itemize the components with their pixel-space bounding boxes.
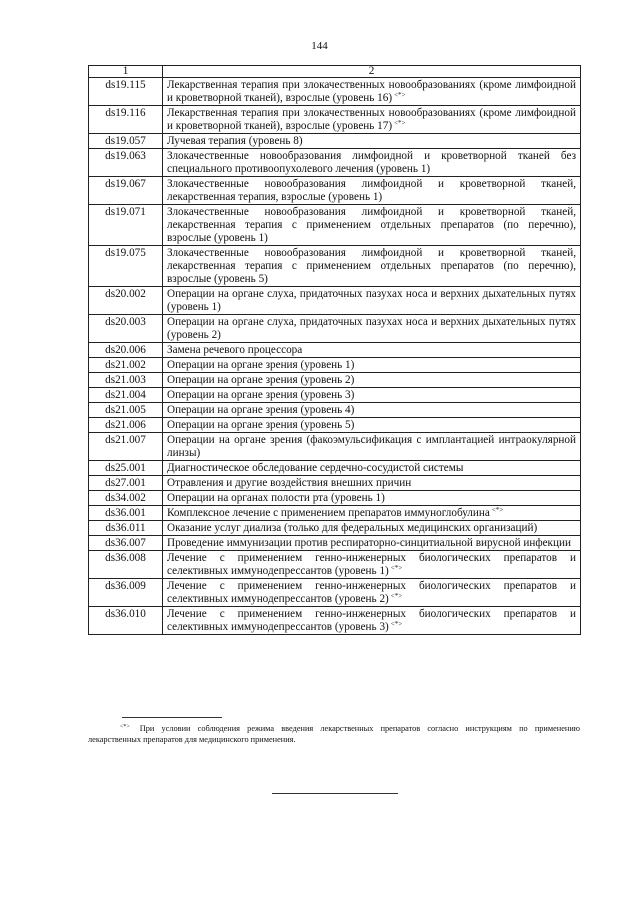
- row-description-cell: [163, 403, 581, 418]
- table-row: [89, 476, 581, 491]
- row-code: ds19.116: [89, 106, 163, 134]
- row-code: ds19.115: [89, 78, 163, 106]
- row-code: ds21.006: [89, 418, 163, 433]
- row-description: Комплексное лечение с применением препаратов иммуноглобулина: [167, 507, 490, 519]
- row-description: Лекарственная терапия при злокачественных новообразованиях (кроме лимфоидной и кроветворной тканей), взрослые (уровень 17): [167, 107, 576, 132]
- table-row: [89, 418, 581, 433]
- row-description: Злокачественные новообразования лимфоидной и кроветворной тканей без специального противоопухолевого лечения (уровень 1): [167, 150, 576, 175]
- tariff-table: [88, 65, 581, 635]
- table-row: [89, 551, 581, 579]
- footnote-reference-mark: <*>: [390, 620, 403, 628]
- row-description: Проведение иммунизации против респираторно-синцитиальной вирусной инфекции: [167, 537, 571, 549]
- footnote-text: При условии соблюдения режима введения лекарственных препаратов согласно инструкциям по применению лекарственных препаратов для медицинского применения.: [88, 724, 580, 744]
- row-description-cell: [163, 579, 581, 607]
- row-code: ds36.010: [89, 607, 163, 635]
- row-description-cell: [163, 491, 581, 506]
- row-description-cell: [163, 205, 581, 246]
- table-row: [89, 433, 581, 461]
- row-description: Операции на органе зрения (уровень 3): [167, 389, 355, 401]
- row-code: ds20.006: [89, 343, 163, 358]
- row-code: ds20.003: [89, 315, 163, 343]
- table-row: [89, 149, 581, 177]
- footnote-mark: <*>: [120, 724, 130, 730]
- table-row: [89, 403, 581, 418]
- row-code: ds19.057: [89, 134, 163, 149]
- row-description: Операции на органе зрения (уровень 4): [167, 404, 355, 416]
- row-description-cell: [163, 388, 581, 403]
- table-row: [89, 134, 581, 149]
- table-row: [89, 388, 581, 403]
- row-description: Замена речевого процессора: [167, 344, 303, 356]
- table-row: [89, 373, 581, 388]
- row-description: Лечение с применением генно-инженерных биологических препаратов и селективных иммунодепрессантов (уровень 2): [167, 580, 576, 605]
- table-row: [89, 607, 581, 635]
- row-description-cell: [163, 506, 581, 521]
- footnote-reference-mark: <*>: [390, 564, 403, 572]
- row-description-cell: [163, 343, 581, 358]
- row-description: Лекарственная терапия при злокачественных новообразованиях (кроме лимфоидной и кроветворной тканей), взрослые (уровень 16): [167, 79, 576, 104]
- row-description-cell: [163, 521, 581, 536]
- column-header-name: 2: [163, 66, 581, 78]
- row-description-cell: [163, 287, 581, 315]
- row-description: Отравления и другие воздействия внешних причин: [167, 477, 412, 489]
- row-code: ds34.002: [89, 491, 163, 506]
- row-code: ds36.011: [89, 521, 163, 536]
- footnote: [88, 722, 580, 745]
- row-code: ds25.001: [89, 461, 163, 476]
- page-number: 144: [311, 40, 328, 52]
- row-code: ds19.071: [89, 205, 163, 246]
- row-description: Лучевая терапия (уровень 8): [167, 135, 303, 147]
- row-code: ds21.004: [89, 388, 163, 403]
- table-row: [89, 521, 581, 536]
- table-row: [89, 106, 581, 134]
- table-row: [89, 205, 581, 246]
- table-header-row: [89, 66, 581, 78]
- row-description-cell: [163, 551, 581, 579]
- row-code: ds36.009: [89, 579, 163, 607]
- row-code: ds21.007: [89, 433, 163, 461]
- row-description-cell: [163, 433, 581, 461]
- row-code: ds27.001: [89, 476, 163, 491]
- row-code: ds21.002: [89, 358, 163, 373]
- row-description-cell: [163, 607, 581, 635]
- row-description-cell: [163, 177, 581, 205]
- row-description-cell: [163, 246, 581, 287]
- row-code: ds19.075: [89, 246, 163, 287]
- row-description: Диагностическое обследование сердечно-сосудистой системы: [167, 462, 464, 474]
- row-description: Лечение с применением генно-инженерных биологических препаратов и селективных иммунодепрессантов (уровень 3): [167, 608, 576, 633]
- row-code: ds19.063: [89, 149, 163, 177]
- row-description-cell: [163, 315, 581, 343]
- table-row: [89, 536, 581, 551]
- row-description-cell: [163, 373, 581, 388]
- row-description-cell: [163, 476, 581, 491]
- row-description-cell: [163, 78, 581, 106]
- table-row: [89, 246, 581, 287]
- row-code: ds36.008: [89, 551, 163, 579]
- row-description-cell: [163, 418, 581, 433]
- row-description: Лечение с применением генно-инженерных биологических препаратов и селективных иммунодепрессантов (уровень 1): [167, 552, 576, 577]
- row-description: Операции на органе зрения (уровень 1): [167, 359, 355, 371]
- row-description: Операции на органах полости рта (уровень 1): [167, 492, 385, 504]
- row-code: ds36.007: [89, 536, 163, 551]
- row-description: Злокачественные новообразования лимфоидной и кроветворной тканей, лекарственная терапия, взрослые (уровень 1): [167, 178, 576, 203]
- row-description-cell: [163, 149, 581, 177]
- row-description-cell: [163, 106, 581, 134]
- row-description: Операции на органе зрения (уровень 5): [167, 419, 355, 431]
- row-code: ds21.005: [89, 403, 163, 418]
- table-row: [89, 177, 581, 205]
- row-description-cell: [163, 536, 581, 551]
- row-description-cell: [163, 461, 581, 476]
- row-description: Оказание услуг диализа (только для федеральных медицинских организаций): [167, 522, 538, 534]
- row-code: ds36.001: [89, 506, 163, 521]
- end-divider: [272, 793, 398, 794]
- row-description: Злокачественные новообразования лимфоидной и кроветворной тканей, лекарственная терапия с применением отдельных препаратов (по перечню), взрослые (уровень 5): [167, 247, 576, 285]
- footnote-divider: [122, 717, 222, 718]
- row-description: Операции на органе слуха, придаточных пазухах носа и верхних дыхательных путях (уровень 1): [167, 288, 576, 313]
- table-row: [89, 287, 581, 315]
- footnote-reference-mark: <*>: [390, 592, 403, 600]
- row-code: ds20.002: [89, 287, 163, 315]
- row-description: Злокачественные новообразования лимфоидной и кроветворной тканей, лекарственная терапия с применением отдельных препаратов (по перечню), взрослые (уровень 1): [167, 206, 576, 244]
- row-description: Операции на органе слуха, придаточных пазухах носа и верхних дыхательных путях (уровень 2): [167, 316, 576, 341]
- row-description: Операции на органе зрения (факоэмульсификация с имплантацией интраокулярной линзы): [167, 434, 576, 459]
- table-row: [89, 491, 581, 506]
- footnote-reference-mark: <*>: [394, 91, 406, 99]
- row-description-cell: [163, 134, 581, 149]
- footnote-reference-mark: <*>: [491, 506, 504, 514]
- table-row: [89, 579, 581, 607]
- table-row: [89, 343, 581, 358]
- row-description: Операции на органе зрения (уровень 2): [167, 374, 355, 386]
- row-code: ds19.067: [89, 177, 163, 205]
- row-description-cell: [163, 358, 581, 373]
- table-row: [89, 315, 581, 343]
- footnote-reference-mark: <*>: [394, 119, 406, 127]
- table-row: [89, 461, 581, 476]
- table-row: [89, 358, 581, 373]
- row-code: ds21.003: [89, 373, 163, 388]
- table-row: [89, 506, 581, 521]
- table-row: [89, 78, 581, 106]
- column-header-code: 1: [89, 66, 163, 78]
